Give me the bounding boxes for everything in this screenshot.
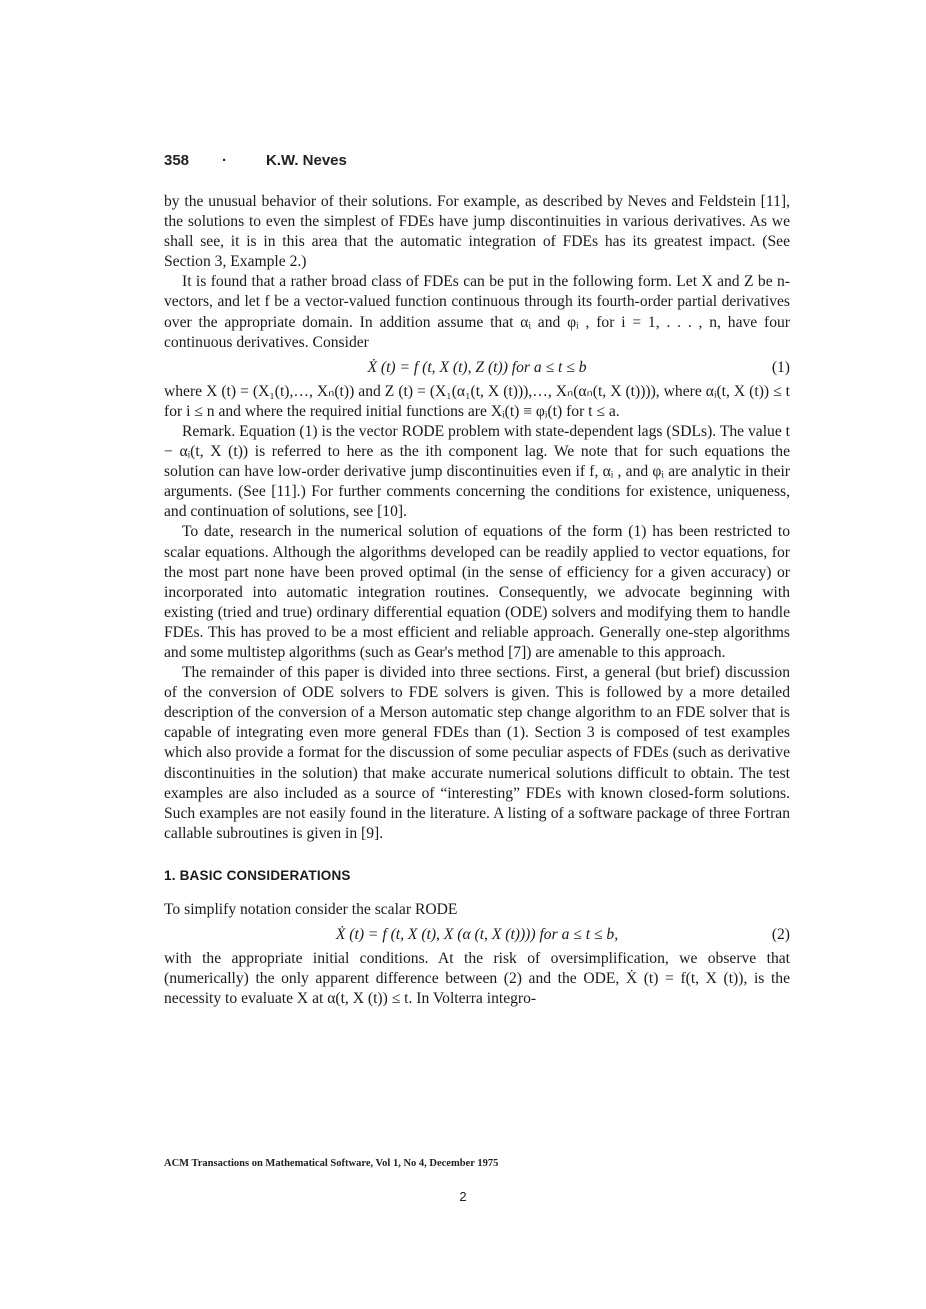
equation-1 <box>164 355 790 381</box>
equation-2 <box>164 922 790 948</box>
paragraph: It is found that a rather broad class of FDEs can be put in the following form. Let X and Z be n-vectors, and let f be a vector-valued function continuous through its fourth-order partial derivatives over the appropriate domain. In addition assume that αᵢ and φᵢ , for i = 1, . . . , n, have four continuous derivatives. Consider <box>164 273 790 351</box>
equation-number: (2) <box>771 926 790 944</box>
header-separator: · <box>222 152 227 169</box>
paragraph: The remainder of this paper is divided into three sections. First, a general (but brief) discussion of the conversion of ODE solvers to FDE solvers is given. This is followed by a more detailed description of the conversion of a Merson automatic step change algorithm to an FDE solver that is capable of integrating even more general FDEs than (1). Section 3 is composed of test examples which also provide a format for the discussion of some peculiar aspects of FDEs (such as derivative discontinuities in the solution) that make accurate numerical solutions difficult to obtain. The test examples are also included as a source of “interesting” FDEs with known closed-form solutions. Such examples are not easily found in the literature. A listing of a software package of three Fortran callable subroutines is given in [9]. <box>164 664 790 842</box>
header-page-number: 358 <box>164 152 190 169</box>
paragraph: where X (t) = (X₁(t),…, Xₙ(t)) and Z (t) = (X₁(α₁(t, X (t))),…, Xₙ(αₙ(t, X (t)))), where αᵢ(t, X (t)) ≤ t for i ≤ n and where the required initial functions are Xᵢ(t) ≡ φᵢ(t) for t ≤ a. <box>164 382 790 420</box>
page-index: 2 <box>459 1189 467 1204</box>
paragraph: by the unusual behavior of their solutions. For example, as described by Neves and Feldstein [11], the solutions to even the simplest of FDEs have jump discontinuities in various derivatives. As we shall see, it is in this area that the automatic integration of FDEs has its greatest impact. (See Section 3, Example 2.) <box>164 193 790 271</box>
equation-expression: Ẋ (t) = f (t, X (t), X (α (t, X (t)))) for a ≤ t ≤ b, <box>335 926 619 944</box>
section-heading: 1. BASIC CONSIDERATIONS <box>164 867 351 883</box>
paragraph: To simplify notation consider the scalar RODE <box>164 901 458 918</box>
journal-footer: ACM Transactions on Mathematical Software, Vol 1, No 4, December 1975 <box>164 1158 499 1169</box>
equation-expression: Ẋ (t) = f (t, X (t), Z (t)) for a ≤ t ≤ b <box>367 358 587 376</box>
equation-number: (1) <box>771 358 790 376</box>
paragraph: To date, research in the numerical solution of equations of the form (1) has been restricted to scalar equations. Although the algorithms developed can be readily applied to vector equations, for the most part none have been proved optimal (in the sense of efficiency for a given accuracy) or incorporated into automatic integration routines. Consequently, we advocate beginning with existing (tried and true) ordinary differential equation (ODE) solvers and modifying them to handle FDEs. This has proved to be a most efficient and reliable approach. Generally one-step algorithms and some multistep algorithms (such as Gear's method [7]) are amenable to this approach. <box>164 523 790 661</box>
header-author: K.W. Neves <box>266 152 347 169</box>
paragraph: with the appropriate initial conditions. At the risk of oversimplification, we observe that (numerically) the only apparent difference between (2) and the ODE, Ẋ (t) = f(t, X (t)), is the necessity to evaluate X at α(t, X (t)) ≤ t. In Volterra integro- <box>164 950 790 1008</box>
running-header <box>164 152 347 169</box>
paragraph: Remark. Equation (1) is the vector RODE problem with state-dependent lags (SDLs). The value t − αᵢ(t, X (t)) is referred to here as the ith component lag. We note that for such equations the solution can have low-order derivative jump discontinuities even if f, αᵢ , and φᵢ are analytic in their arguments. (See [11].) For further comments concerning the conditions for existence, uniqueness, and continuation of solutions, see [10]. <box>164 422 790 521</box>
body-text <box>164 192 790 1009</box>
